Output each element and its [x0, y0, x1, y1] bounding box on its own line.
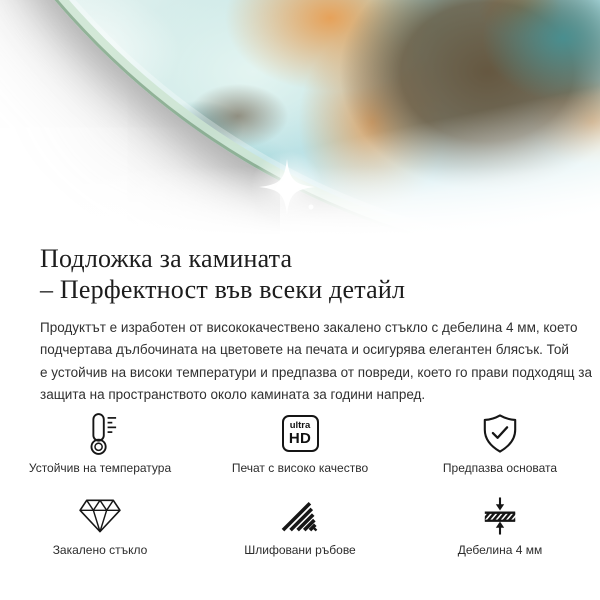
description-line: подчертава дълбочината на цветовете на печата и осигурява елегантен блясък. Той [40, 342, 569, 358]
feature-icon-wrap [200, 411, 400, 457]
product-info-section [0, 243, 600, 557]
feature-polished-edges [200, 493, 400, 557]
marble-print [0, 0, 600, 238]
page-title-line-2: – Перфектност във всеки детайл [40, 275, 406, 304]
feature-protects-base [400, 411, 600, 475]
feature-print-quality [200, 411, 400, 475]
feature-label: Шлифовани ръбове [244, 542, 356, 557]
feature-label: Печат с високо качество [231, 460, 369, 475]
feature-tempered-glass [0, 493, 200, 557]
product-description [40, 317, 592, 407]
ultra-hd-icon-text-top: ultra [289, 420, 311, 432]
feature-icon-wrap [400, 411, 600, 457]
polished-edges-icon [281, 499, 319, 533]
feature-icon-wrap [200, 493, 400, 539]
thermometer-icon [82, 412, 118, 456]
description-line: защита на пространството около камината за години напред. [40, 387, 426, 403]
page-title [40, 243, 560, 305]
feature-label: Закалено стъкло [52, 542, 148, 557]
description-line: е устойчив на високи температури и предпазва от повреди, което го прави подходящ за [40, 364, 592, 380]
thickness-icon [481, 496, 519, 536]
feature-icon-wrap [0, 493, 200, 539]
shield-check-icon [481, 413, 519, 454]
ultra-hd-icon [282, 415, 319, 452]
feature-icon-wrap [0, 411, 200, 457]
description-line: Продуктът е изработен от висококачествено закалено стъкло с дебелина 4 мм, което [40, 320, 578, 335]
page-title-line-1: Подложка за камината [40, 244, 293, 273]
feature-label: Дебелина 4 мм [457, 542, 543, 557]
feature-thickness [400, 493, 600, 557]
feature-label: Предпазва основата [442, 460, 558, 475]
glass-mat-image [0, 0, 600, 238]
feature-temperature-resistant [0, 411, 200, 475]
feature-icon-wrap [400, 493, 600, 539]
feature-grid [0, 411, 600, 557]
feature-label: Устойчив на температура [28, 460, 172, 475]
ultra-hd-icon-text-bottom: HD [288, 430, 312, 448]
diamond-icon [78, 497, 122, 534]
product-photo [0, 0, 600, 238]
